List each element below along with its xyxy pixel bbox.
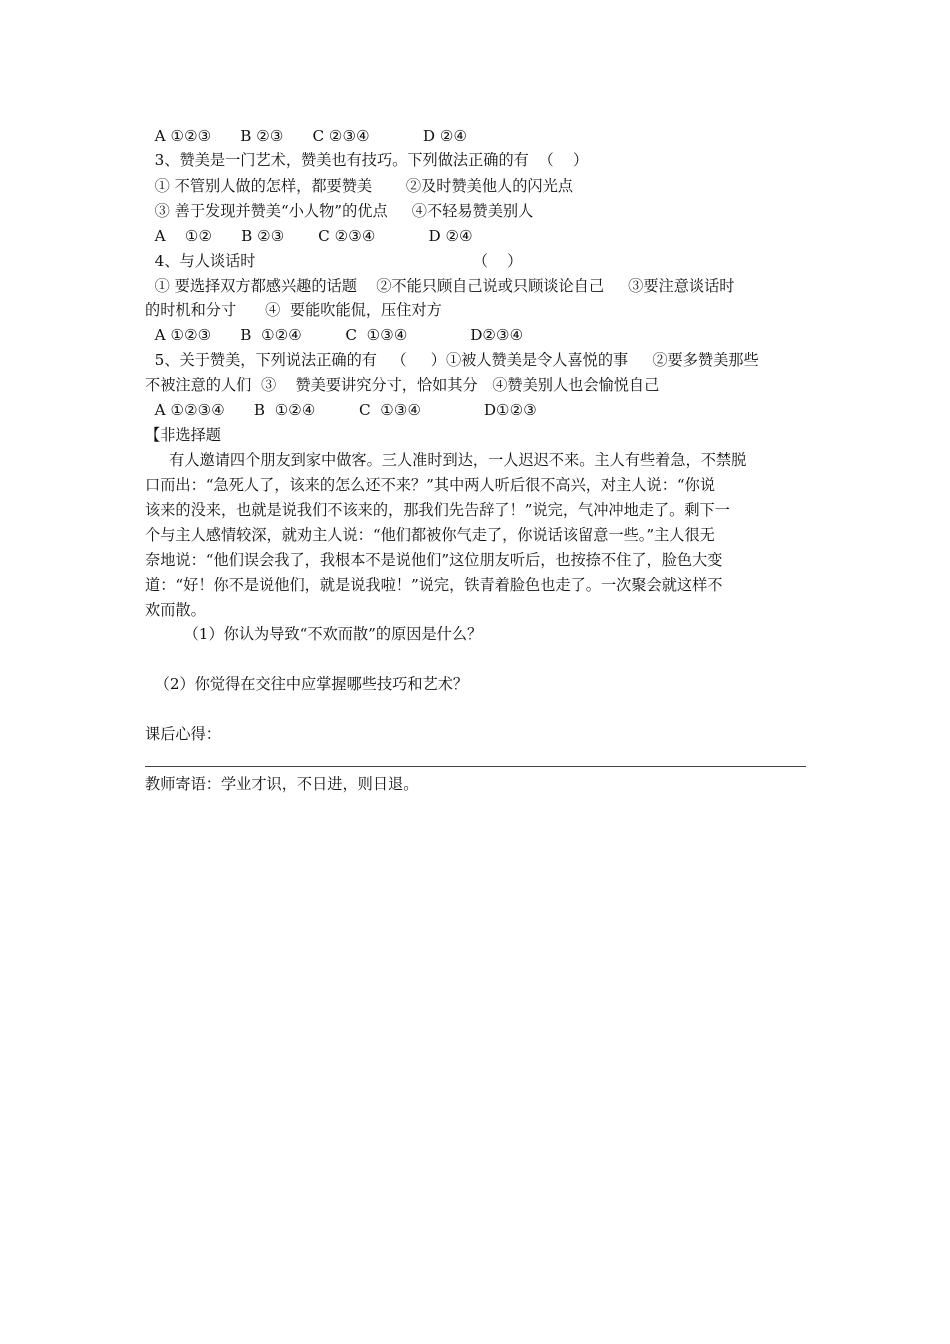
q5-stem: 5、关于赞美，下列说法正确的有 （ ）①被人赞美是令人喜悦的事 ②要多赞美那些 — [145, 351, 759, 369]
q3-stem: 3、赞美是一门艺术，赞美也有技巧。下列做法正确的有 （ ） — [145, 151, 589, 169]
passage-line: 个与主人感情较深，就劝主人说：“他们都被你气走了，你说话该留意一些。”主人很无 — [145, 526, 715, 544]
q4-statements-1: ① 要选择双方都感兴趣的话题 ②不能只顾自己说或只顾谈论自己 ③要注意谈话时 — [145, 277, 735, 295]
q3-statements-1: ① 不管别人做的怎样，都要赞美 ②及时赞美他人的闪光点 — [145, 177, 573, 195]
passage-line: 奈地说：“他们误会我了，我根本不是说他们”这位朋友听后，也按捺不住了，脸色大变 — [145, 551, 723, 569]
q3-statements-2: ③ 善于发现并赞美“小人物”的优点 ④不轻易赞美别人 — [145, 202, 534, 220]
q2-options: A ①②③ B ②③ C ②③④ D ②④ — [145, 127, 468, 145]
nonchoice-heading: 【非选择题 — [145, 426, 221, 444]
q5-options: A ①②③④ B ①②④ C ①③④ D①②③ — [145, 401, 537, 419]
passage-line: 口而出：“急死人了，该来的怎么还不来？”其中两人听后很不高兴，对主人说：“你说 — [145, 476, 716, 494]
q4-stem: 4、与人谈话时 （ ） — [145, 252, 523, 270]
q3-options: A ①② B ②③ C ②③④ D ②④ — [145, 227, 473, 245]
passage-line: 有人邀请四个朋友到家中做客。三人准时到达，一人迟迟不来。主人有些着急，不禁脱 — [145, 451, 747, 469]
reflection-label: 课后心得： — [145, 725, 221, 743]
teacher-message: 教师寄语：学业才识，不日进，则日退。 — [145, 775, 419, 793]
passage-line: 欢而散。 — [145, 601, 206, 619]
passage-line: 道：“好！你不是说他们，就是说我啦！”说完，铁青着脸色也走了。一次聚会就这样不 — [145, 576, 723, 594]
sub-question-1: （1）你认为导致“不欢而散”的原因是什么？ — [145, 625, 483, 643]
passage-line: 该来的没来，也就是说我们不该来的，那我们先告辞了！”说完，气冲冲地走了。剩下一 — [145, 501, 730, 519]
q4-options: A ①②③ B ①②④ C ①③④ D②③④ — [145, 326, 524, 344]
divider-line — [145, 766, 806, 767]
sub-question-2: （2）你觉得在交往中应掌握哪些技巧和艺术？ — [145, 675, 469, 693]
q5-statements: 不被注意的人们 ③ 赞美要讲究分寸，恰如其分 ④赞美别人也会愉悦自己 — [145, 376, 660, 394]
q4-statements-2: 的时机和分寸 ④ 要能吹能侃，压住对方 — [145, 301, 442, 319]
